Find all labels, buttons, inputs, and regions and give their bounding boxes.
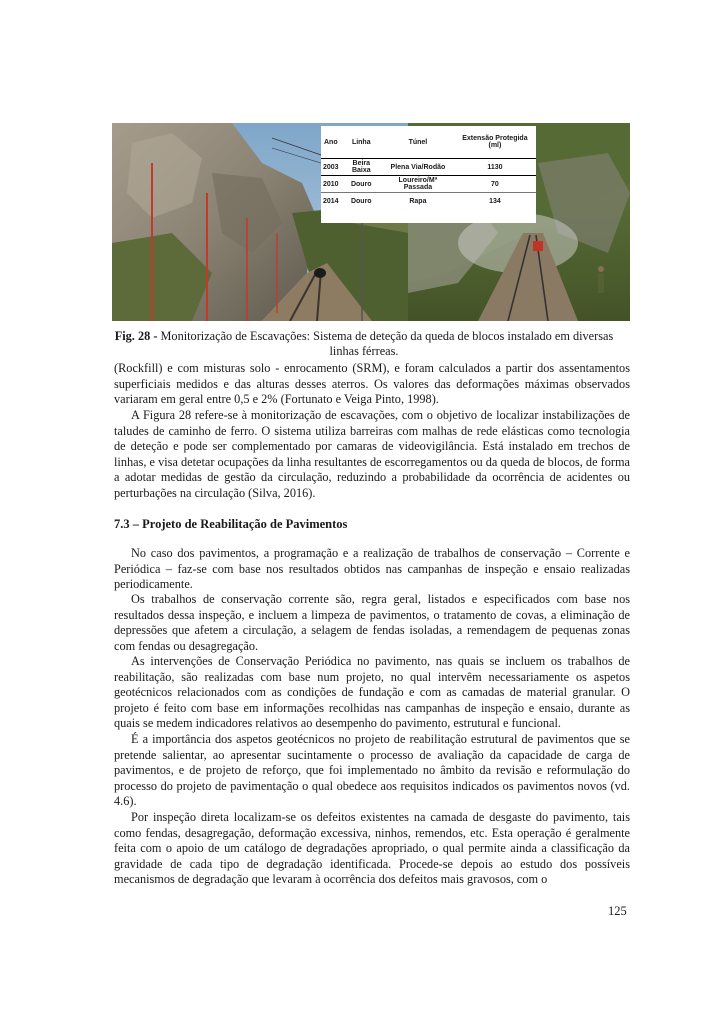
table-cell: Plena Via/Rodão (382, 159, 454, 176)
table-row (321, 193, 536, 210)
table-cell: Beira Baixa (341, 159, 382, 176)
table-cell: 70 (454, 176, 536, 193)
table-row (321, 159, 536, 176)
paragraph: (Rockfill) e com misturas solo - enrocamento (SRM), e foram calculados a partir dos assentamentos superficiais medidos e das alturas desses aterros. Os valores das deformações máximas observados variaram em geral entre 0,5 e 2% (Fortunato e Veiga Pinto, 1998). (114, 361, 630, 406)
table-cell: 2003 (321, 159, 341, 176)
table-row (321, 176, 536, 193)
tunnel-protection-table (321, 126, 536, 223)
table-cell: 2014 (323, 197, 339, 205)
table-header: Túnel (382, 126, 454, 159)
table-cell: Loureiro/Mª Passada (382, 176, 454, 193)
paragraph: É a importância dos aspetos geotécnicos no projeto de reabilitação estrutural de pavimentos que se pretende salientar, ao apresentar sucintamente o processo de avaliação da capacidade de carga de pavimentos, e de projeto de reforço, que foi implementado no âmbito da revisão e reformulação do processo do projeto de pavimentação o qual obedece aos requisitos indicados os pavimentos novos (vd. 4.6). (114, 732, 630, 808)
table-cell: 1130 (454, 159, 536, 176)
paragraph: No caso dos pavimentos, a programação e a realização de trabalhos de conservação – Corrente e Periódica – faz-se com base nos resultados obtidos nas campanhas de inspeção e ensaio realizadas periodicamente. (114, 546, 630, 591)
table-header: Ano (321, 126, 341, 159)
table-header: Linha (341, 126, 382, 159)
paragraph: Por inspeção direta localizam-se os defeitos existentes na camada de desgaste do pavimento, tais como fendas, desagregação, deformação excessiva, ninhos, remendos, etc. Esta operação é geralmente feita com o apoio de um catálogo de degradações apropriado, o qual permite ainda a classificação da gravidade de cada tipo de degradação identificada. Procede-se depois ao estudo dos possíveis mecanismos de degradação que levaram à ocorrência dos defeitos mais gravosos, com o (114, 810, 630, 886)
table-cell: Rapa (409, 197, 427, 205)
figure-caption (114, 329, 614, 359)
figure-caption-label: Fig. 28 - (114, 329, 158, 343)
paragraph: As intervenções de Conservação Periódica no pavimento, nas quais se incluem os trabalhos de reabilitação, são realizadas com base num projeto, no qual intervêm necessariamente os aspetos geotécnicos relacionados com as condições de fundação e com as camadas de material granular. O projeto é feito com base em informações recolhidas nas campanhas de inspeção e ensaio, durante as quais se medem indicadores relativos ao desempenho do pavimento, estrutural e funcional. (114, 654, 630, 730)
paragraph: A Figura 28 refere-se à monitorização de escavações, com o objetivo de localizar instabilizações de taludes de caminho de ferro. O sistema utiliza barreiras com malhas de rede elásticas como tecnologia de deteção e pode ser complementado por camaras de videovigilância. Está instalado em trechos de linhas, e visa detetar ocupações da linha resultantes de escorregamentos ou da queda de blocos, de forma a adotar medidas de gestão da circulação, reduzindo a probabilidade da ocorrência de acidentes ou perturbações na circulação (Silva, 2016). (114, 408, 630, 500)
table-cell: Douro (350, 197, 372, 205)
paragraph: Os trabalhos de conservação corrente são, regra geral, listados e especificados com base nos resultados dessa inspeção, e incluem a limpeza de pavimentos, o tratamento de covas, a eliminação de depressões que afetem a circulação, a selagem de fendas isoladas, a remendagem de pequenas zonas com fendas ou desagregação. (114, 592, 630, 653)
table-header: Extensão Protegida (ml) (454, 126, 536, 159)
table-cell: Douro (341, 176, 382, 193)
page-number: 125 (608, 904, 627, 918)
table-cell: 134 (489, 197, 501, 205)
table-cell: 2010 (321, 176, 341, 193)
figure-caption-text: Monitorização de Escavações: Sistema de deteção da queda de blocos instalado em diversas linhas férreas. (157, 329, 614, 358)
section-heading: 7.3 – Projeto de Reabilitação de Pavimentos (114, 517, 348, 531)
